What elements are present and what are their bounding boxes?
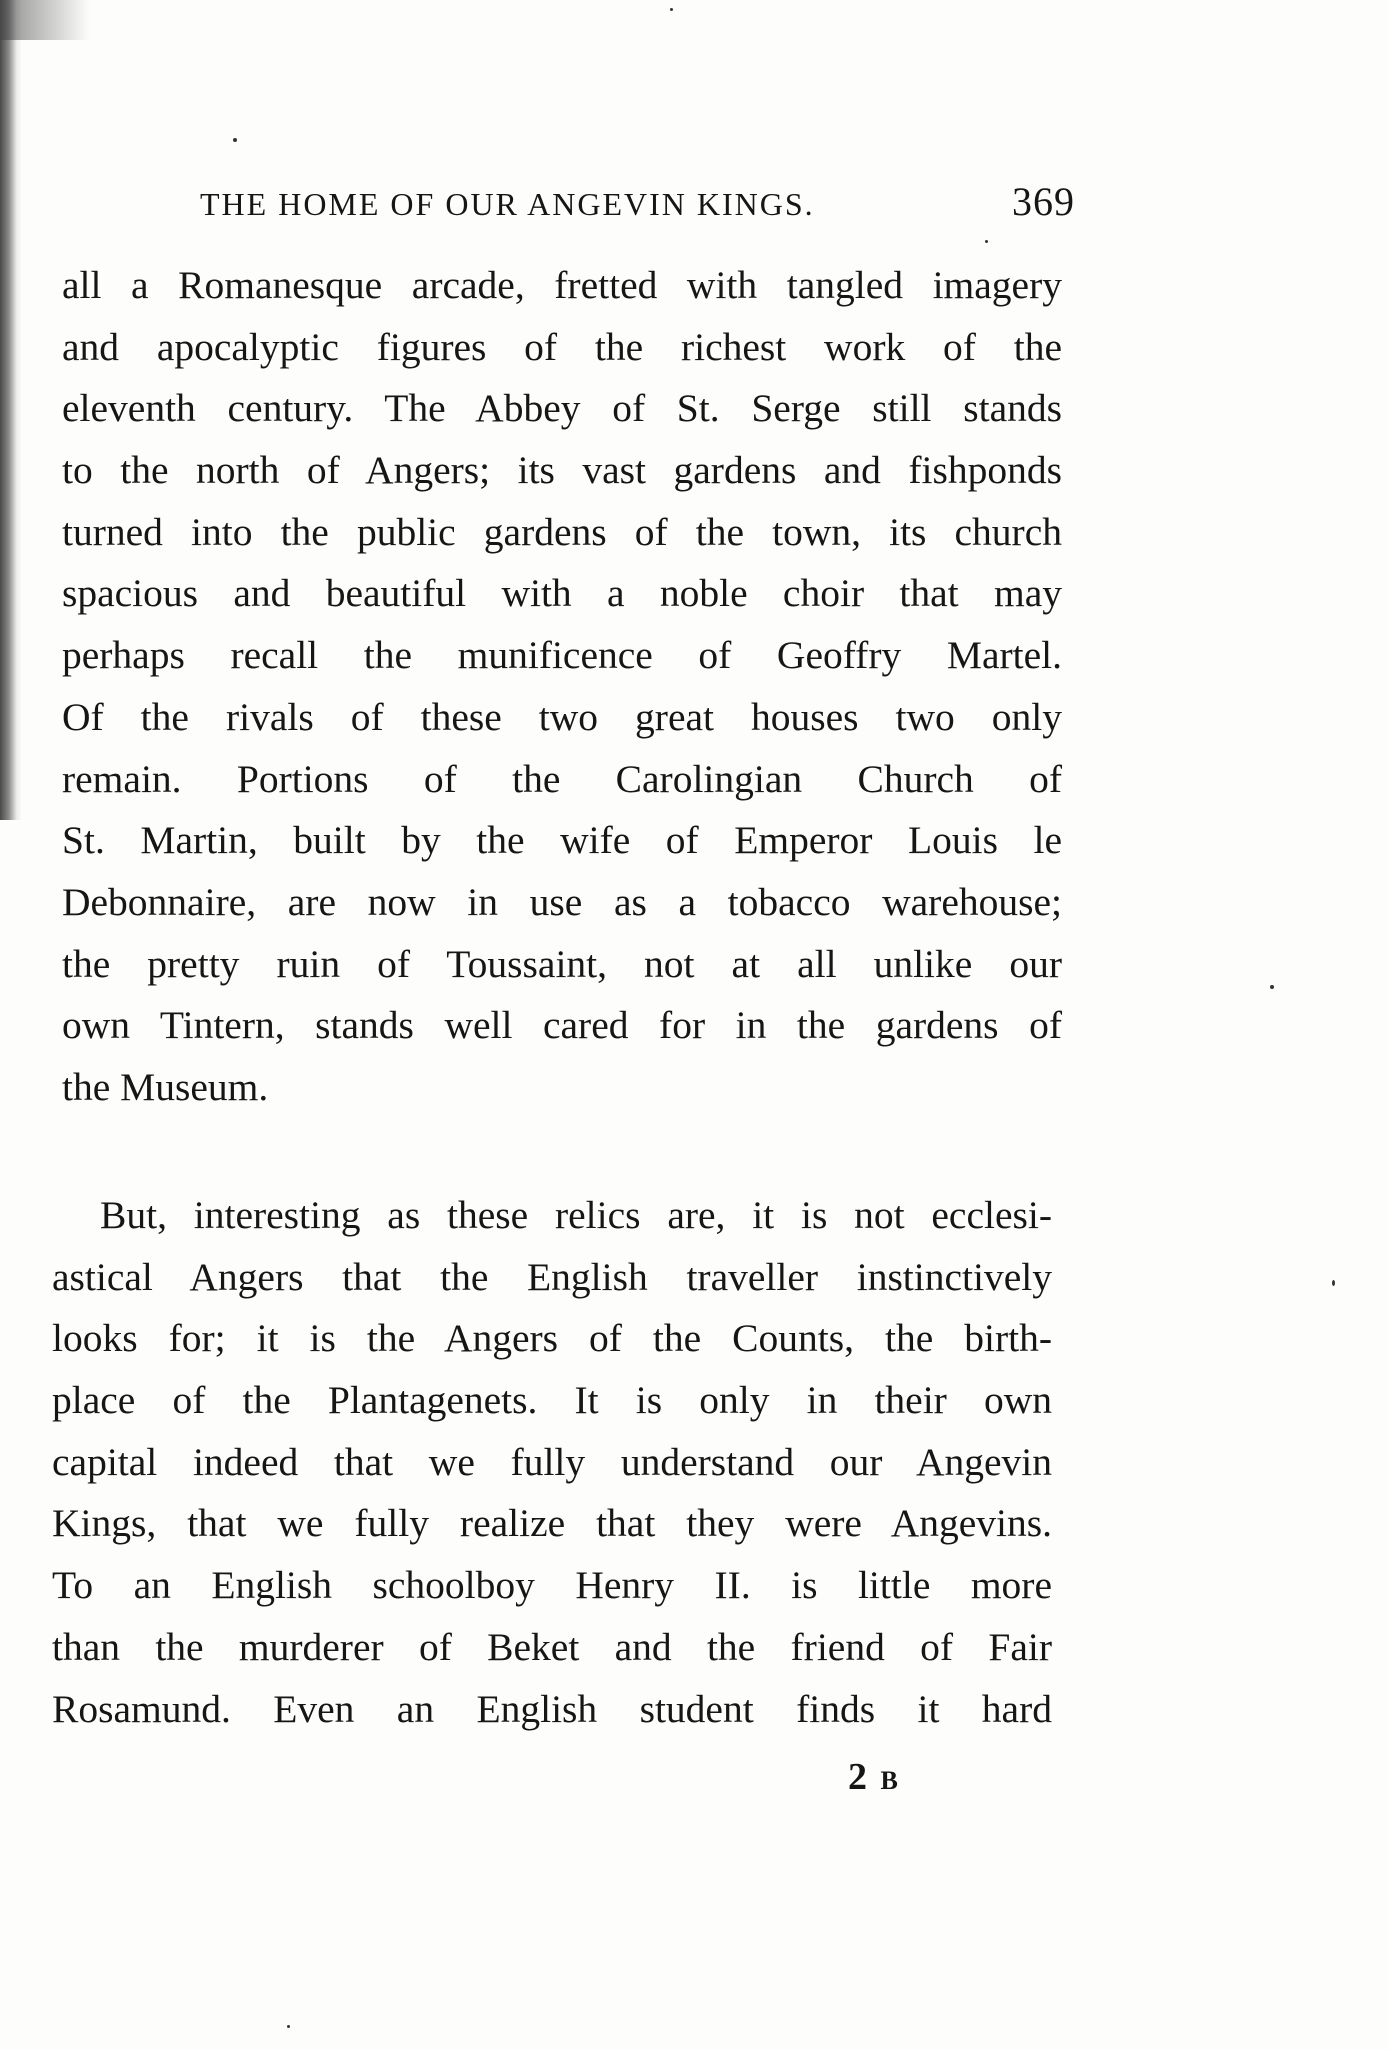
running-head — [200, 178, 1075, 228]
scan-speck — [670, 8, 673, 11]
text-line: the Museum. — [62, 1064, 269, 1109]
text-line: spacious and beautiful with a noble choir that may — [62, 571, 1062, 616]
text-line: place of the Plantagenets. It is only in their own — [52, 1378, 1052, 1423]
text-line: But, interesting as these relics are, it is not ecclesi- — [100, 1193, 1052, 1237]
scan-speck — [233, 138, 237, 142]
text-line: astical Angers that the English traveller instinctively — [52, 1254, 1052, 1299]
text-line: Debonnaire, are now in use as a tobacco warehouse; — [62, 879, 1062, 924]
signature-mark — [848, 1755, 900, 1799]
text-line: own Tintern, stands well cared for in the gardens of — [62, 1003, 1062, 1048]
signature-number: 2 — [848, 1756, 869, 1798]
page-number: 369 — [1012, 179, 1075, 224]
text-line: all a Romanesque arcade, fretted with tangled imagery — [62, 263, 1062, 307]
text-line: the pretty ruin of Toussaint, not at all unlike our — [62, 941, 1062, 986]
text-line: perhaps recall the munificence of Geoffry Martel. — [62, 633, 1062, 678]
text-line: capital indeed that we fully understand our Angevin — [52, 1439, 1052, 1484]
text-line: looks for; it is the Angers of the Counts, the birth- — [52, 1316, 1052, 1361]
text-line: than the murderer of Beket and the friend of Fair — [52, 1624, 1052, 1669]
text-line: Kings, that we fully realize that they were Angevins. — [52, 1501, 1052, 1546]
text-line: St. Martin, built by the wife of Emperor Louis le — [62, 818, 1062, 863]
text-line: Rosamund. Even an English student finds it hard — [52, 1686, 1052, 1731]
scan-speck — [1332, 1280, 1335, 1286]
signature-letter: B — [880, 1766, 900, 1795]
text-line: to the north of Angers; its vast gardens and fishponds — [62, 448, 1062, 493]
text-line: To an English schoolboy Henry II. is little more — [52, 1563, 1052, 1608]
scan-speck — [985, 240, 988, 243]
text-line: eleventh century. The Abbey of St. Serge still stands — [62, 386, 1062, 431]
text-line: Of the rivals of these two great houses two only — [62, 694, 1062, 739]
running-title: THE HOME OF OUR ANGEVIN KINGS. — [200, 186, 815, 222]
text-line: turned into the public gardens of the town, its church — [62, 509, 1062, 554]
paragraph-2 — [52, 1185, 1052, 1740]
paragraph-1 — [62, 255, 1062, 1119]
scan-speck — [1270, 985, 1274, 989]
text-line: and apocalyptic figures of the richest work of the — [62, 324, 1062, 369]
scan-speck — [287, 2025, 290, 2028]
text-line: remain. Portions of the Carolingian Church of — [62, 756, 1062, 801]
